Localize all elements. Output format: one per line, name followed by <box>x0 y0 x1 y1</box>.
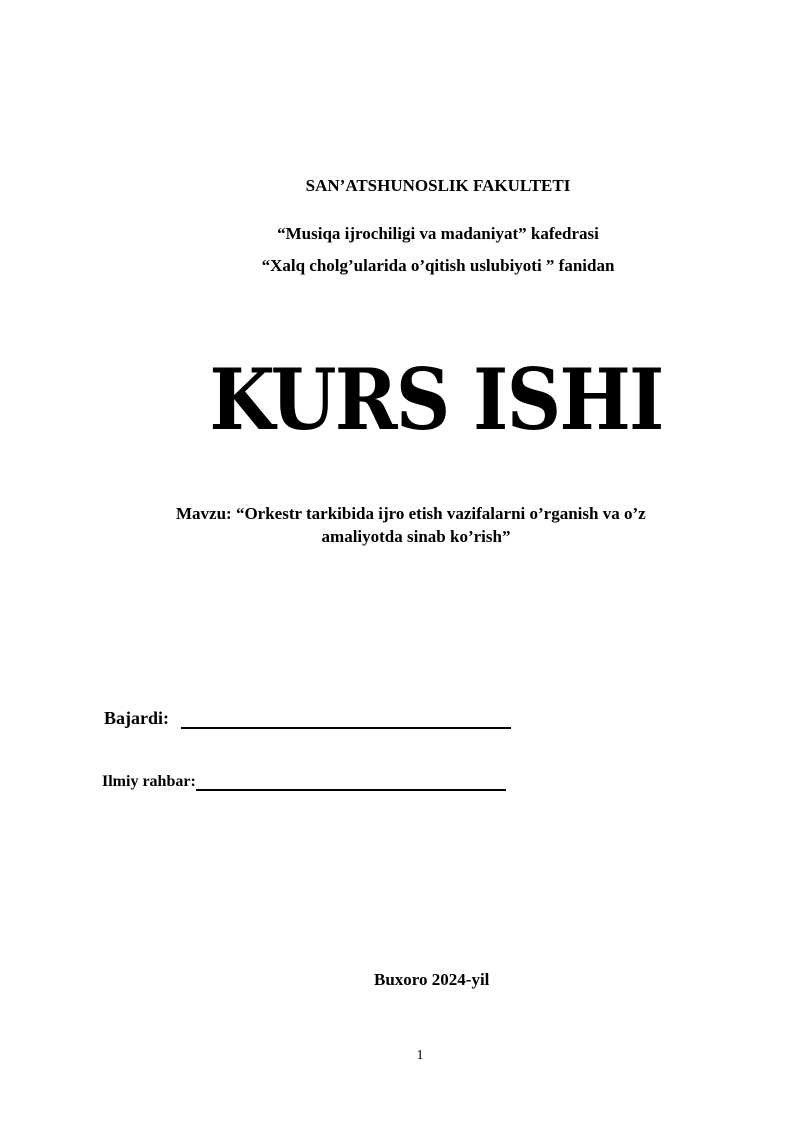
topic-block <box>176 502 736 548</box>
executor-label: Bajardi: <box>104 708 169 728</box>
subject-name: “Xalq cholg’ularida o’qitish uslubiyoti ” fanidan <box>261 256 615 275</box>
supervisor-label: Ilmiy rahbar: <box>102 773 196 790</box>
topic-line-2: amaliyotda sinab ko’rish” <box>321 527 511 546</box>
page-number: 1 <box>416 1048 424 1063</box>
executor-field <box>104 708 511 729</box>
place-and-year: Buxoro 2024-yil <box>374 970 490 989</box>
supervisor-field <box>102 771 506 791</box>
supervisor-blank-line <box>196 771 506 791</box>
document-type-title: KURS ISHI <box>209 350 663 449</box>
executor-blank-line <box>181 709 511 729</box>
faculty-name: SAN’ATSHUNOSLIK FAKULTETI <box>305 176 571 195</box>
department-name: “Musiqa ijrochiligi va madaniyat” kafedrasi <box>277 224 599 243</box>
topic-line-1: Mavzu: “Orkestr tarkibida ijro etish vazifalarni o’rganish va o’z <box>176 504 646 523</box>
